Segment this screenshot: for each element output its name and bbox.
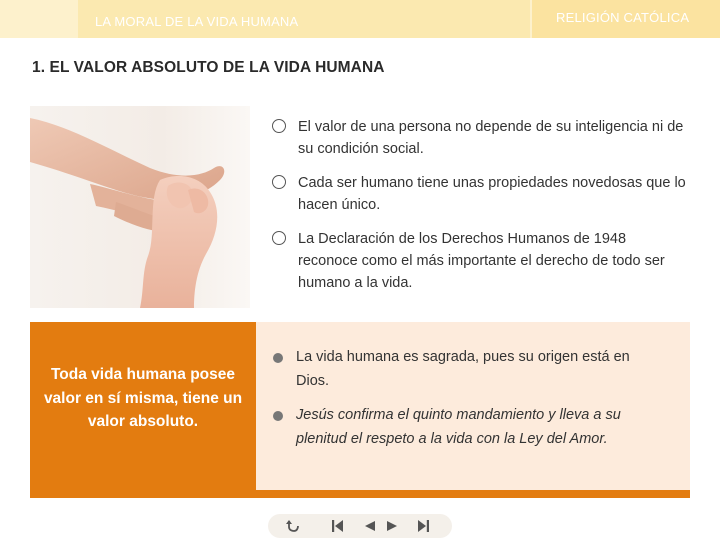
circle-bullet-icon — [272, 119, 286, 133]
section-title: 1. EL VALOR ABSOLUTO DE LA VIDA HUMANA — [32, 59, 385, 76]
header-bar — [0, 0, 720, 38]
return-icon[interactable] — [282, 517, 304, 535]
highlight-text: Toda vida humana posee valor en sí misma, tiene un valor absoluto. — [43, 366, 243, 430]
list-item — [270, 404, 660, 451]
key-points-list — [268, 116, 688, 306]
next-page-icon[interactable] — [381, 517, 403, 535]
list-item — [268, 116, 688, 160]
subject-label: RELIGIÓN CATÓLICA — [556, 10, 690, 25]
notes-list — [270, 346, 660, 462]
list-item-text: Jesús confirma el quinto mandamiento y lleva a su plenitud el respeto a la vida con la Ley del Amor. — [296, 407, 621, 447]
list-item — [268, 172, 688, 216]
unit-title: LA MORAL DE LA VIDA HUMANA — [95, 14, 299, 29]
list-item — [270, 346, 660, 393]
navigation-bar — [268, 514, 452, 538]
list-item-text: El valor de una persona no depende de su inteligencia ni de su condición social. — [298, 119, 684, 157]
list-item-text: La vida humana es sagrada, pues su origen está en Dios. — [296, 349, 630, 389]
previous-page-icon[interactable] — [359, 517, 381, 535]
first-page-icon[interactable] — [327, 517, 349, 535]
header-left-strip — [0, 0, 76, 38]
adult-and-baby-hands-photo — [30, 106, 250, 308]
list-item-text: La Declaración de los Derechos Humanos de 1948 reconoce como el más importante el derecho de todo ser humano a la vida. — [298, 231, 665, 291]
dot-bullet-icon — [273, 411, 283, 421]
dot-bullet-icon — [273, 353, 283, 363]
last-page-icon[interactable] — [412, 517, 434, 535]
list-item — [268, 228, 688, 294]
list-item-text: Cada ser humano tiene unas propiedades novedosas que lo hacen único. — [298, 175, 686, 213]
highlight-box — [30, 322, 256, 498]
notes-box-bottom-strip — [256, 490, 690, 498]
circle-bullet-icon — [272, 231, 286, 245]
circle-bullet-icon — [272, 175, 286, 189]
